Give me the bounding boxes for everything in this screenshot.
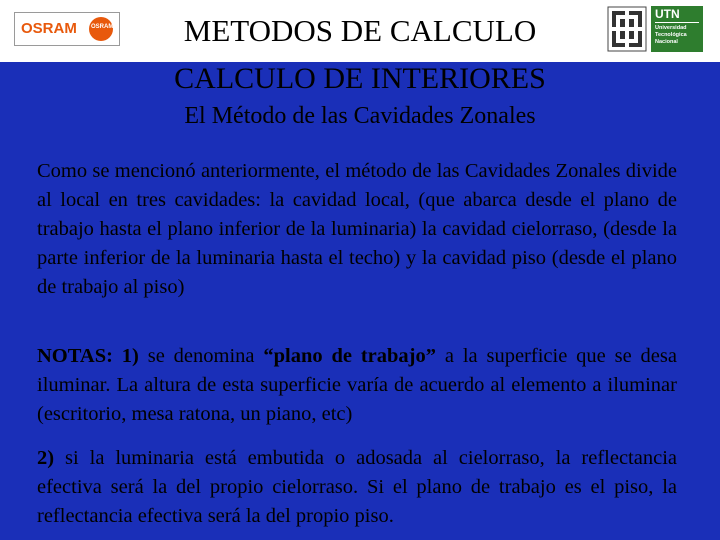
note-2-label: 2) xyxy=(37,447,55,469)
section-subtitle: El Método de las Cavidades Zonales xyxy=(184,103,536,129)
osram-mark-text: OSRAM xyxy=(91,24,114,30)
utn-divider xyxy=(655,22,699,23)
utn-logo xyxy=(607,4,712,54)
utn-sub-line-1: Universidad xyxy=(655,25,687,31)
note-1-text-b: a la superficie que se desa iluminar. La altura de esta superficie varía de acuerdo al elemento a iluminar (escritorio, mesa ratona, un piano, etc) xyxy=(37,345,677,425)
utn-emblem-icon xyxy=(607,6,647,52)
page-title: METODOS DE CALCULO xyxy=(183,13,537,48)
utn-subtitle xyxy=(655,25,687,46)
paragraph-note-2 xyxy=(37,444,677,531)
utn-sub-line-3: Nacional xyxy=(655,39,678,45)
utn-badge xyxy=(651,6,703,52)
note-1-emphasis: “plano de trabajo” xyxy=(263,345,436,367)
osram-wordmark: OSRAM xyxy=(21,20,77,37)
note-2-text: si la luminaria está embutida o adosada al cielorraso, la reflectancia efectiva será la del propio cielorraso. Si el plano de trabajo es el piso, la reflectancia efectiva será la del propio piso. xyxy=(37,447,677,527)
utn-name: UTN xyxy=(655,7,680,21)
section-title: CALCULO DE INTERIORES xyxy=(174,62,546,95)
paragraph-intro: Como se mencionó anteriormente, el método de las Cavidades Zonales divide al local en tres cavidades: la cavidad local, (que abarca desde el plano de trabajo hasta el plano inferior de la luminaria) la cavidad cielorraso, (desde la parte inferior de la luminaria hasta el techo) y la cavidad piso (desde el plano de trabajo al piso) xyxy=(37,160,677,298)
utn-sub-line-2: Tecnológica xyxy=(655,32,687,38)
header-bar xyxy=(0,0,720,62)
note-label: NOTAS: 1) xyxy=(37,345,139,367)
note-1-text-a: se denomina xyxy=(138,345,264,367)
paragraph-note-1 xyxy=(37,342,677,429)
